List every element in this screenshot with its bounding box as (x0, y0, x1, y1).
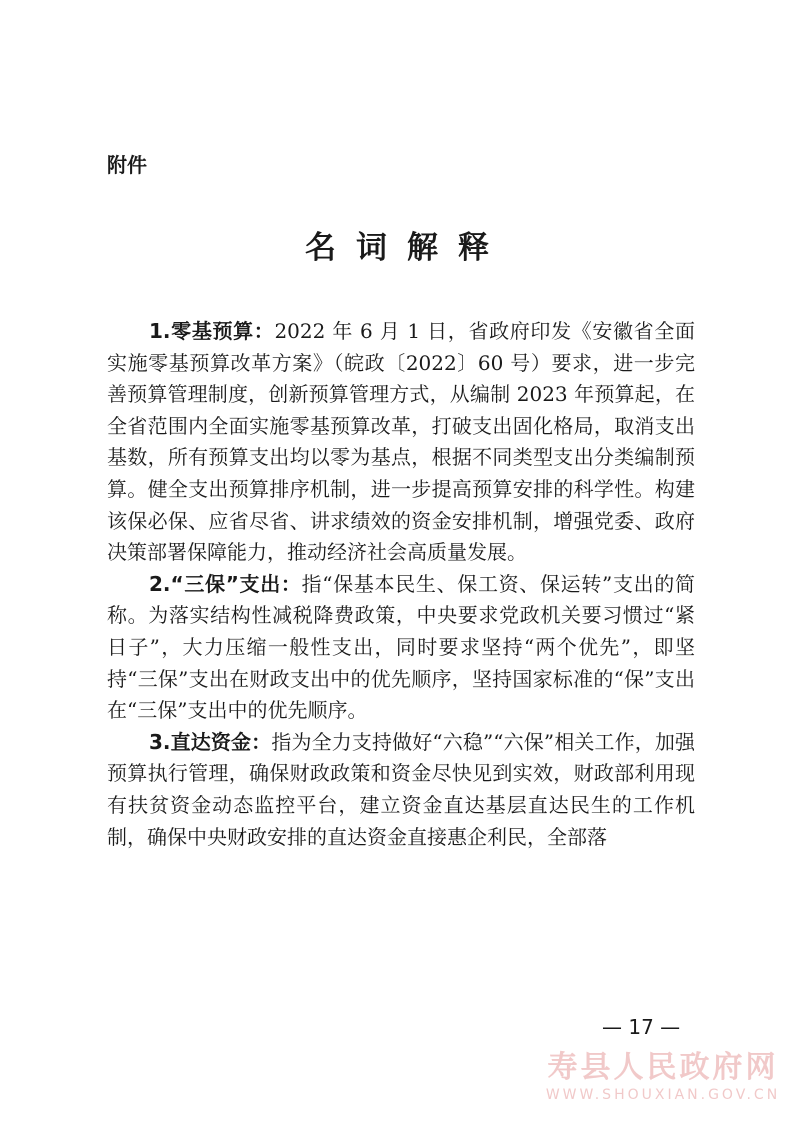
term-label: 3.直达资金： (149, 729, 272, 754)
watermark (538, 1050, 788, 1104)
definition-text: 指为全力支持做好“六稳”“六保”相关工作，加强预算执行管理，确保财政政策和资金尽快见到实效，财政部利用现有扶贫资金动态监控平台，建立资金直达基层直达民生的工作机制，确保中央财政安排的直达资金直接惠企利民，全部落 (107, 729, 695, 849)
definition-zero-based-budget (107, 316, 695, 569)
watermark-url: WWW.SHOUXIAN.GOV.CN (545, 1087, 781, 1103)
definition-three-guarantees (107, 569, 695, 727)
term-label: 2.“三保”支出： (149, 571, 302, 596)
page-number: — 17 — (602, 1015, 681, 1039)
definition-text: 2022 年 6 月 1 日，省政府印发《安徽省全面实施零基预算改革方案》（皖政〔2022〕60 号）要求，进一步完善预算管理制度，创新预算管理方式，从编制 2023 年预算起，在全省范围内全面实施零基预算改革，打破支出固化格局，取消支出基数，所有预算支出均以零为基点，根据不同类型支出分类编制预算。健全支出预算排序机制，进一步提高预算安排的科学性。构建该保必保、应省尽省、讲求绩效的资金安排机制，增强党委、政府决策部署保障能力，推动经济社会高质量发展。 (107, 319, 695, 565)
attachment-label: 附件 (107, 153, 147, 177)
document-body (107, 316, 695, 853)
definition-text: 指“保基本民生、保工资、保运转”支出的简称。为落实结构性减税降费政策，中央要求党政机关要习惯过“紧日子”，大力压缩一般性支出，同时要求坚持“两个优先”，即坚持“三保”支出在财政支出中的优先顺序，坚持国家标准的“保”支出在“三保”支出中的优先顺序。 (107, 571, 695, 723)
watermark-title: 寿县人民政府网 (547, 1050, 779, 1085)
term-label: 1.零基预算： (149, 319, 275, 343)
document-title: 名词解释 (305, 230, 509, 266)
definition-direct-funds (107, 727, 695, 853)
